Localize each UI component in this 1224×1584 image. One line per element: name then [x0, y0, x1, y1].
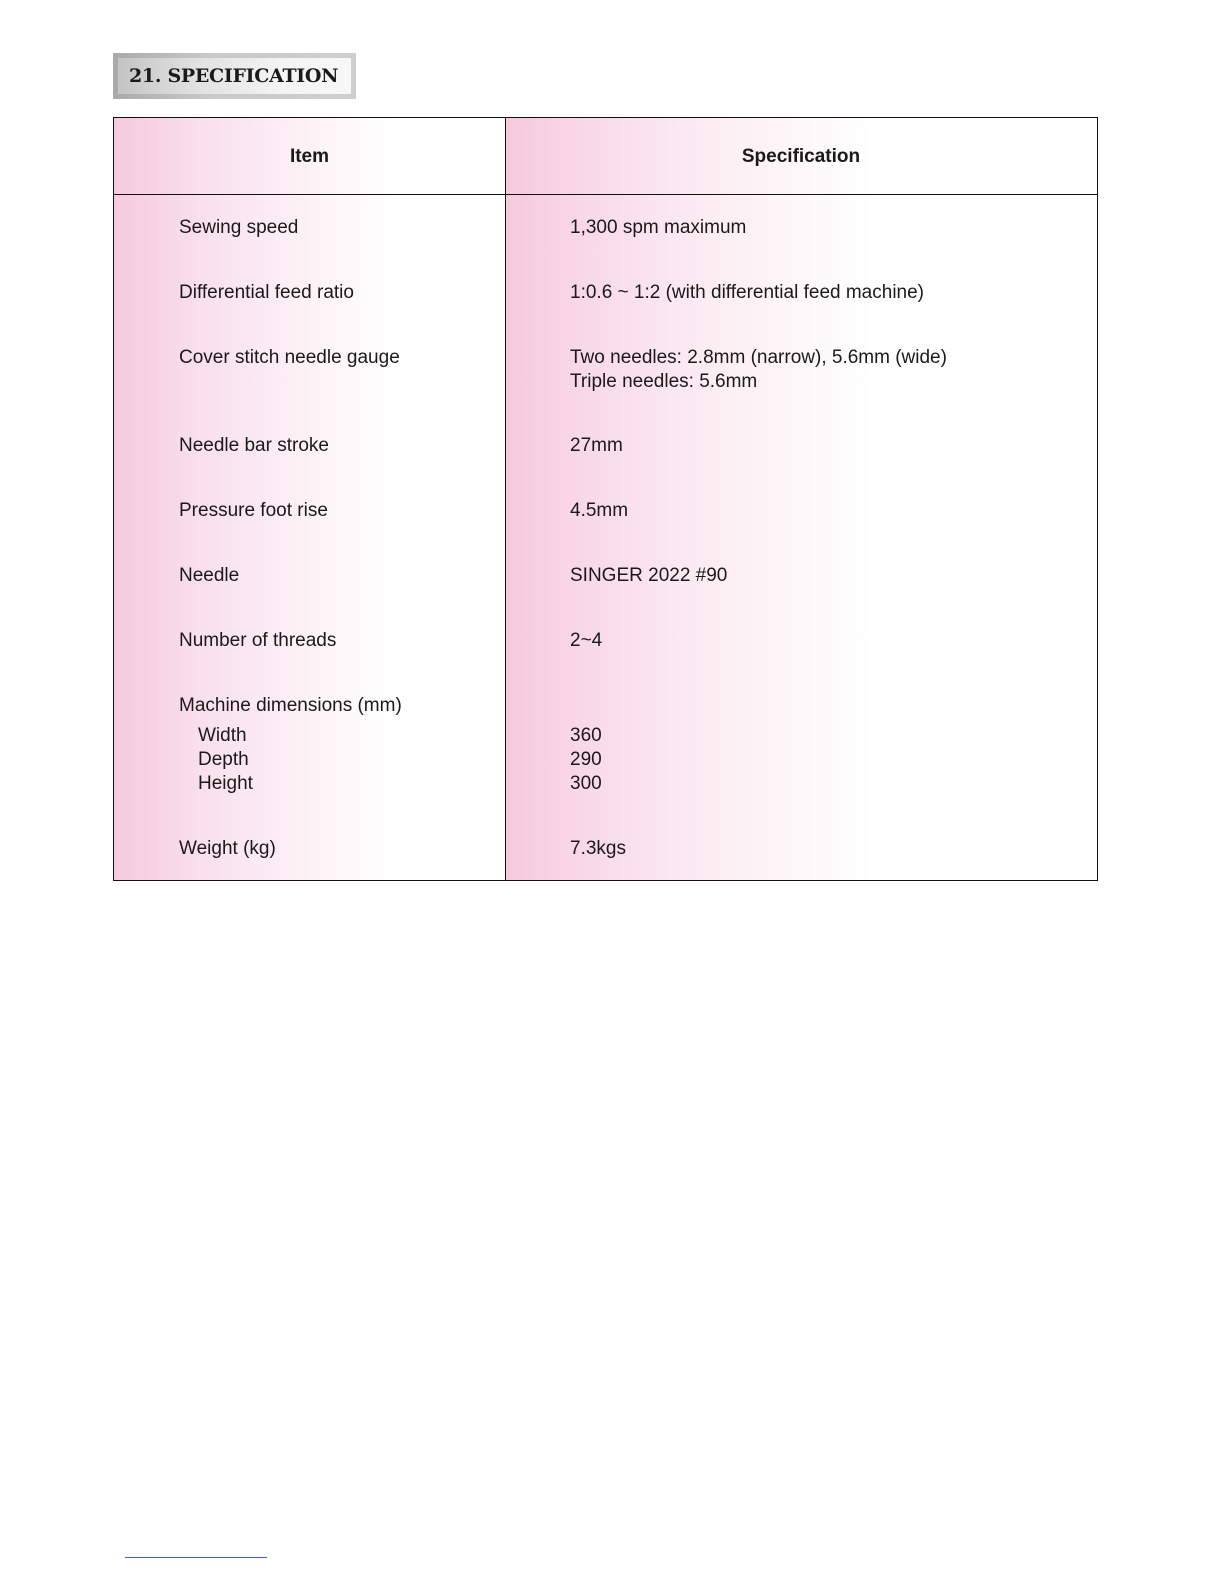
item-dimension-width: Width	[198, 725, 247, 746]
spec-dimension-height: 300	[570, 773, 602, 794]
spec-needle-bar-stroke: 27mm	[570, 435, 623, 456]
spec-needle-gauge-triple: Triple needles: 5.6mm	[570, 371, 758, 392]
header-specification: Specification	[741, 146, 861, 167]
specification-table	[113, 117, 1098, 881]
header-divider	[114, 194, 1097, 195]
spec-sewing-speed: 1,300 spm maximum	[570, 217, 747, 238]
item-needle-bar-stroke: Needle bar stroke	[179, 435, 329, 456]
item-threads: Number of threads	[179, 630, 337, 651]
item-dimension-depth: Depth	[198, 749, 249, 770]
spec-needle-gauge-two: Two needles: 2.8mm (narrow), 5.6mm (wide)	[570, 347, 947, 368]
spec-weight: 7.3kgs	[570, 838, 626, 859]
section-title: 21. SPECIFICATION	[118, 58, 351, 94]
spec-pressure-foot-rise: 4.5mm	[570, 500, 629, 521]
spec-threads: 2~4	[570, 630, 603, 651]
item-weight: Weight (kg)	[179, 838, 276, 859]
spec-needle: SINGER 2022 #90	[570, 565, 728, 586]
item-dimension-height: Height	[198, 773, 253, 794]
header-item: Item	[289, 146, 330, 167]
item-machine-dimensions: Machine dimensions (mm)	[179, 695, 402, 716]
section-heading	[113, 53, 356, 99]
footer-rule	[125, 1557, 267, 1558]
item-needle-gauge: Cover stitch needle gauge	[179, 347, 400, 368]
item-sewing-speed: Sewing speed	[179, 217, 299, 238]
spec-dimension-width: 360	[570, 725, 602, 746]
item-pressure-foot-rise: Pressure foot rise	[179, 500, 328, 521]
item-differential-feed: Differential feed ratio	[179, 282, 354, 303]
item-needle: Needle	[179, 565, 240, 586]
spec-dimension-depth: 290	[570, 749, 602, 770]
spec-differential-feed: 1:0.6 ~ 1:2 (with differential feed machine)	[570, 282, 924, 303]
